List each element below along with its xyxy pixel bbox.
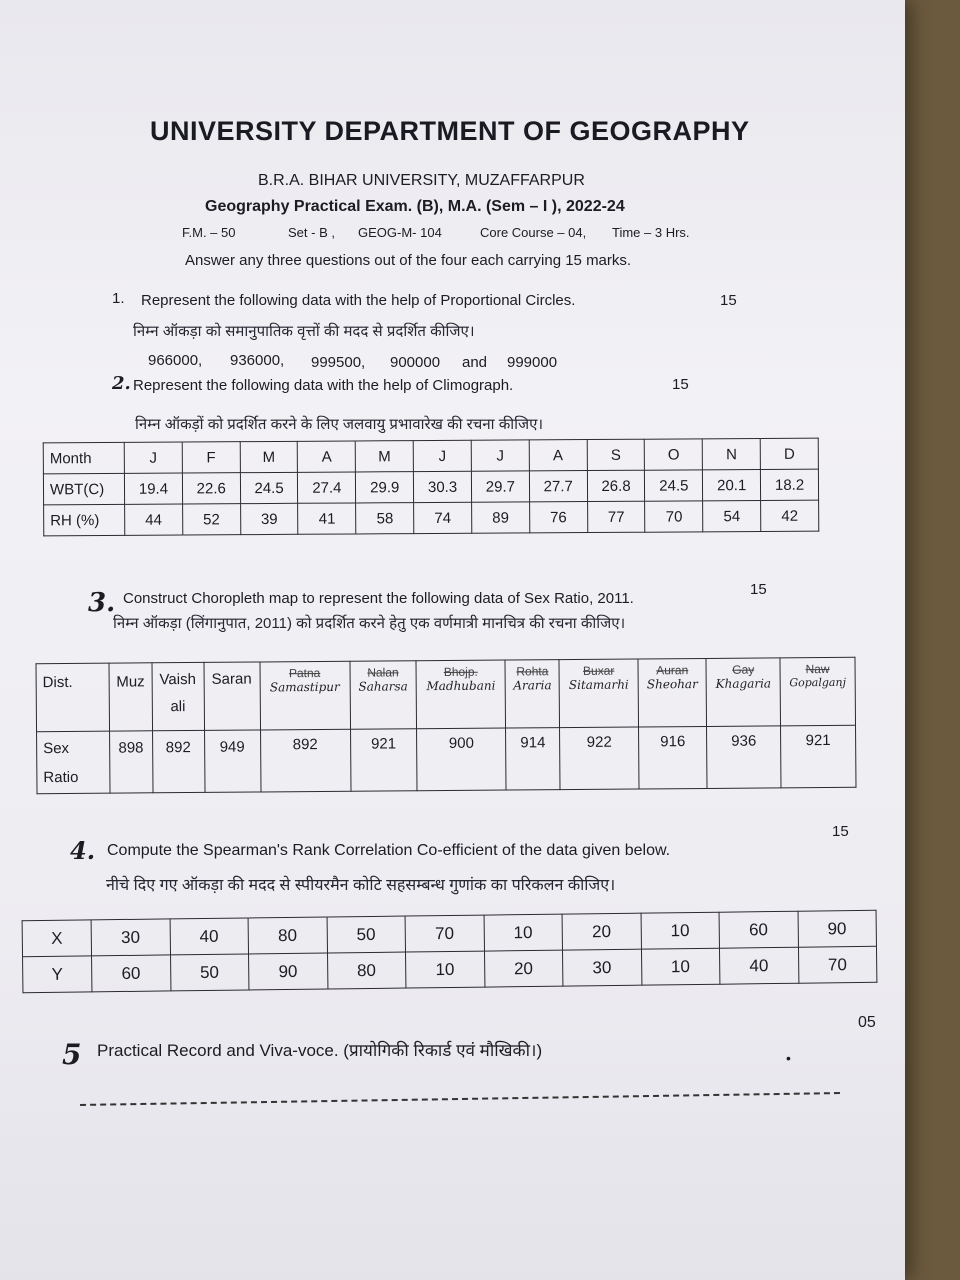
handwritten-district: Sheohar bbox=[646, 677, 698, 692]
q3-marks: 15 bbox=[750, 581, 767, 598]
spearman-table bbox=[22, 910, 878, 993]
instructions: Answer any three questions out of the four each carrying 15 marks. bbox=[185, 252, 632, 269]
q1-data-3: 999500, bbox=[311, 354, 366, 371]
table-cell: 77 bbox=[587, 501, 645, 532]
table-cell: 10 bbox=[484, 914, 563, 951]
q3-text: Construct Choropleth map to represent the following data of Sex Ratio, 2011. bbox=[123, 590, 634, 607]
table-cell: 52 bbox=[182, 504, 240, 535]
row-label: WBT(C) bbox=[43, 473, 124, 504]
struck-district: Buxar bbox=[582, 663, 615, 678]
table-cell: 60 bbox=[92, 955, 171, 992]
q4-number: 4. bbox=[70, 836, 96, 865]
table-cell: 40 bbox=[170, 918, 249, 955]
sex-ratio-label: Sex bbox=[43, 739, 70, 758]
struck-district: Naw bbox=[805, 661, 830, 677]
month-cell: M bbox=[240, 441, 298, 472]
district-cell bbox=[505, 660, 560, 728]
q1-data-4: 900000 bbox=[390, 354, 441, 371]
q4-marks: 15 bbox=[832, 823, 849, 840]
q1-text: Represent the following data with the help of Proportional Circles. bbox=[141, 292, 576, 309]
district-cell bbox=[416, 660, 506, 729]
table-cell: 921 bbox=[780, 725, 856, 788]
table-row bbox=[36, 657, 856, 731]
table-cell: 922 bbox=[560, 727, 639, 790]
month-cell: D bbox=[760, 438, 818, 469]
row-label: RH (%) bbox=[44, 504, 125, 535]
climograph-table bbox=[43, 438, 820, 537]
handwritten-district: Samastipur bbox=[269, 679, 340, 695]
q1-hindi: निम्न ऑकड़ा को समानुपातिक वृत्तों की मदद से प्रदर्शित कीजिए। bbox=[133, 323, 475, 340]
table-row bbox=[37, 725, 856, 793]
q3-number: 3. bbox=[88, 588, 116, 618]
q1-data-and: and bbox=[462, 354, 488, 371]
q2-text: Represent the following data with the help of Climograph. bbox=[133, 377, 514, 394]
month-cell: J bbox=[471, 440, 529, 471]
q2-marks: 15 bbox=[672, 376, 689, 393]
month-cell: J bbox=[124, 442, 182, 473]
set-label: Set - B , bbox=[288, 225, 335, 240]
table-cell: 89 bbox=[472, 502, 530, 533]
table-cell: 26.8 bbox=[587, 470, 645, 501]
month-cell: F bbox=[182, 442, 240, 473]
table-cell: 24.5 bbox=[645, 470, 703, 501]
month-cell: J bbox=[413, 440, 471, 471]
q5-marks: 05 bbox=[858, 1014, 876, 1031]
table-cell: 80 bbox=[327, 952, 406, 989]
district-cell bbox=[559, 659, 638, 728]
q1-number: 1. bbox=[112, 290, 125, 307]
q4-hindi: नीचे दिए गए ऑकड़ा की मदद से स्पीयरमैन कोटि सहसम्बन्ध गुणांक का परिकलन कीजिए। bbox=[106, 877, 616, 894]
q1-data-5: 999000 bbox=[507, 354, 558, 371]
table-cell: 27.7 bbox=[529, 471, 587, 502]
handwritten-district: Madhubani bbox=[426, 678, 496, 694]
sex-ratio-label-cont: Ratio bbox=[43, 768, 79, 787]
table-cell: 70 bbox=[798, 946, 877, 983]
table-cell: 20 bbox=[562, 913, 641, 950]
month-cell: O bbox=[645, 439, 703, 470]
table-cell: 54 bbox=[703, 500, 761, 531]
table-cell: 80 bbox=[248, 917, 327, 954]
table-cell: 24.5 bbox=[240, 472, 298, 503]
table-cell: 42 bbox=[761, 500, 819, 531]
q2-number: 2. bbox=[112, 373, 131, 394]
handwritten-district: Saharsa bbox=[358, 679, 408, 694]
district-cell bbox=[706, 658, 780, 727]
bottom-divider bbox=[80, 1092, 840, 1106]
table-cell: 76 bbox=[529, 502, 587, 533]
table-cell: 20 bbox=[484, 950, 563, 987]
q1-data-1: 966000, bbox=[148, 352, 203, 369]
dot-mark: • bbox=[786, 1050, 791, 1066]
table-cell: 41 bbox=[298, 503, 356, 534]
table-cell: 19.4 bbox=[124, 473, 182, 504]
month-cell: A bbox=[529, 440, 587, 471]
table-cell: 70 bbox=[645, 501, 703, 532]
month-cell: N bbox=[702, 438, 760, 469]
q1-data-2: 936000, bbox=[230, 352, 285, 369]
table-cell: 58 bbox=[356, 503, 414, 534]
table-cell: 50 bbox=[327, 916, 406, 953]
q3-hindi: निम्न ऑकड़ा (लिंगानुपात, 2011) को प्रदर्शित करने हेतु एक वर्णमात्री मानचित्र की रचना कीजिए। bbox=[113, 615, 626, 632]
district-cell bbox=[780, 657, 856, 726]
table-cell: 74 bbox=[414, 502, 472, 533]
table-cell: 90 bbox=[798, 910, 877, 947]
struck-district: Nalan bbox=[367, 665, 399, 680]
table-cell: 30 bbox=[91, 919, 170, 956]
handwritten-district: Gopalganj bbox=[789, 675, 847, 690]
table-cell: 20.1 bbox=[703, 469, 761, 500]
handwritten-district: Araria bbox=[513, 678, 552, 693]
table-cell: 10 bbox=[406, 951, 485, 988]
table-cell: 44 bbox=[125, 504, 183, 535]
district-label-cont: ali bbox=[170, 698, 186, 716]
full-marks: F.M. – 50 bbox=[182, 225, 236, 240]
exam-title: Geography Practical Exam. (B), M.A. (Sem – I ), 2022-24 bbox=[205, 198, 625, 215]
row-label: Y bbox=[23, 956, 92, 993]
q2-hindi: निम्न ऑकड़ों को प्रदर्शित करने के लिए जलवायु प्रभावारेख की रचना कीजिए। bbox=[135, 416, 544, 433]
month-cell: M bbox=[356, 441, 414, 472]
course-code: GEOG-M- 104 bbox=[358, 225, 442, 240]
table-cell: 10 bbox=[641, 948, 720, 985]
table-cell: 892 bbox=[152, 730, 204, 792]
row-label: X bbox=[22, 920, 91, 957]
table-cell: 914 bbox=[506, 728, 561, 790]
core-course: Core Course – 04, bbox=[480, 225, 587, 240]
district-cell: Saran bbox=[204, 662, 261, 730]
sex-ratio-header bbox=[37, 731, 110, 794]
table-cell: 892 bbox=[260, 729, 351, 792]
month-cell: S bbox=[587, 439, 645, 470]
district-cell bbox=[152, 662, 204, 730]
q5-number: 5 bbox=[62, 1038, 82, 1071]
table-cell: 18.2 bbox=[761, 469, 819, 500]
table-cell: 90 bbox=[249, 953, 328, 990]
struck-district: Gay bbox=[732, 662, 755, 677]
struck-district: Rohta bbox=[516, 664, 549, 679]
district-cell bbox=[350, 661, 417, 730]
month-header: Month bbox=[43, 442, 124, 473]
table-cell: 70 bbox=[405, 915, 484, 952]
table-cell: 50 bbox=[170, 954, 249, 991]
sex-ratio-table bbox=[35, 657, 856, 794]
struck-district: Bhojp. bbox=[443, 664, 478, 680]
university-name: B.R.A. BIHAR UNIVERSITY, MUZAFFARPUR bbox=[258, 172, 585, 189]
q1-marks: 15 bbox=[720, 292, 737, 309]
dist-header: Dist. bbox=[36, 663, 110, 732]
table-cell: 10 bbox=[641, 912, 720, 949]
table-row bbox=[44, 500, 819, 536]
table-cell: 29.9 bbox=[356, 472, 414, 503]
table-cell: 916 bbox=[638, 726, 707, 789]
table-cell: 40 bbox=[719, 947, 798, 984]
table-row bbox=[43, 438, 818, 474]
time-label: Time – 3 Hrs. bbox=[612, 225, 690, 240]
table-cell: 29.7 bbox=[471, 471, 529, 502]
district-cell bbox=[638, 658, 707, 727]
struck-district: Auran bbox=[656, 663, 689, 678]
table-cell: 22.6 bbox=[182, 473, 240, 504]
table-cell: 921 bbox=[350, 729, 417, 792]
table-cell: 898 bbox=[110, 731, 153, 793]
table-cell: 39 bbox=[240, 503, 298, 534]
table-cell: 27.4 bbox=[298, 472, 356, 503]
table-cell: 30.3 bbox=[414, 471, 472, 502]
table-cell: 949 bbox=[204, 730, 260, 792]
table-row bbox=[43, 469, 818, 505]
table-cell: 60 bbox=[719, 911, 798, 948]
district-cell: Muz bbox=[109, 663, 152, 731]
handwritten-district: Sitamarhi bbox=[568, 677, 629, 693]
q5-text: Practical Record and Viva-voce. (प्रायोगिकी रिकार्ड एवं मौखिकी।) bbox=[97, 1041, 543, 1060]
handwritten-district: Khagaria bbox=[715, 676, 772, 691]
district-label: Vaish bbox=[159, 670, 196, 689]
q4-text: Compute the Spearman's Rank Correlation Co-efficient of the data given below. bbox=[107, 842, 671, 859]
table-cell: 30 bbox=[562, 949, 641, 986]
table-cell: 936 bbox=[707, 726, 781, 789]
district-cell bbox=[260, 661, 351, 730]
page-title: UNIVERSITY DEPARTMENT OF GEOGRAPHY bbox=[150, 116, 750, 146]
table-cell: 900 bbox=[417, 728, 507, 791]
struck-district: Patna bbox=[288, 665, 321, 681]
month-cell: A bbox=[298, 441, 356, 472]
